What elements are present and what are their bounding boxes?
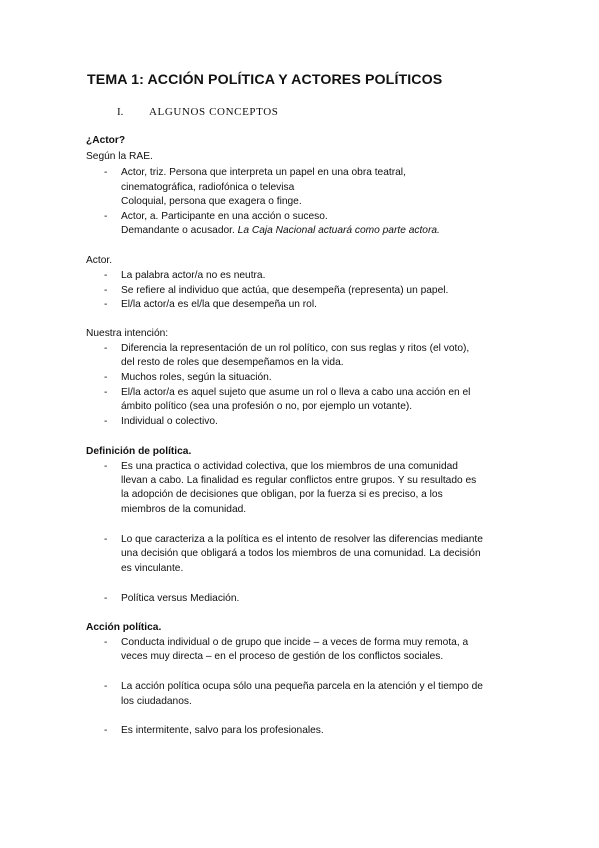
list-item-text: El/la actor/a es aquel sujeto que asume un rol o lleva a cabo una acción en el <box>121 387 471 398</box>
list-item-text: Política versus Mediación. <box>121 593 240 604</box>
bullet-dash: - <box>104 387 108 398</box>
list-item-text: una decisión que obligará a todos los miembros de una comunidad. La decisión <box>121 548 481 559</box>
list-item-text: la adopción de decisiones que obligan, por la fuerza si es preciso, a los <box>121 489 443 500</box>
list-item-text: veces muy directa – en el proceso de gestión de los conflictos sociales. <box>121 651 444 662</box>
list-item-text: Muchos roles, según la situación. <box>121 372 272 383</box>
bullet-dash: - <box>104 725 108 736</box>
list-item-text: El/la actor/a es el/la que desempeña un rol. <box>121 299 317 310</box>
bullet-dash: - <box>104 285 108 296</box>
list-item-text: miembros de la comunidad. <box>121 504 247 515</box>
list-item-text: cinematográfica, radiofónica o televisa <box>121 182 295 193</box>
list-item-text: Se refiere al individuo que actúa, que desempeña (representa) un papel. <box>121 285 449 296</box>
list-item-text: Actor, a. Participante en una acción o suceso. <box>121 211 328 222</box>
bullet-dash: - <box>104 416 108 427</box>
politics-definition-heading: Definición de política. <box>86 446 192 457</box>
list-item-text: La palabra actor/a no es neutra. <box>121 270 266 281</box>
bullet-dash: - <box>104 343 108 354</box>
bullet-dash: - <box>104 270 108 281</box>
bullet-dash: - <box>104 637 108 648</box>
bullet-dash: - <box>104 372 108 383</box>
list-item-text: es vinculante. <box>121 563 184 574</box>
section-name: ALGUNOS CONCEPTOS <box>149 106 279 118</box>
bullet-dash: - <box>104 681 108 692</box>
bullet-dash: - <box>104 593 108 604</box>
list-item-text: Individual o colectivo. <box>121 416 218 427</box>
intention-heading: Nuestra intención: <box>86 328 169 339</box>
actor-question-heading: ¿Actor? <box>86 135 126 146</box>
example-plain: Demandante o acusador. <box>121 225 238 236</box>
list-item-text: Actor, triz. Persona que interpreta un papel en una obra teatral, <box>121 167 406 178</box>
list-item-text: Es una practica o actividad colectiva, que los miembros de una comunidad <box>121 461 458 472</box>
bullet-dash: - <box>104 534 108 545</box>
list-item-text: Es intermitente, salvo para los profesionales. <box>121 725 324 736</box>
actor-heading: Actor. <box>86 255 113 266</box>
political-action-heading: Acción política. <box>86 622 162 633</box>
section-heading <box>117 106 279 118</box>
list-item-text: Lo que caracteriza a la política es el intento de resolver las diferencias mediante <box>121 534 483 545</box>
section-number: I. <box>117 106 124 118</box>
list-item-text: La acción política ocupa sólo una pequeña parcela en la atención y el tiempo de <box>121 681 483 692</box>
list-item-text: Conducta individual o de grupo que incide – a veces de forma muy remota, a <box>121 637 469 648</box>
list-item-text <box>121 224 440 237</box>
bullet-dash: - <box>104 211 108 222</box>
list-item-text: los ciudadanos. <box>121 696 192 707</box>
rae-intro: Según la RAE. <box>86 151 153 162</box>
bullet-dash: - <box>104 299 108 310</box>
list-item-text: llevan a cabo. La finalidad es regular conflictos entre grupos. Y su resultado es <box>121 475 477 486</box>
bullet-dash: - <box>104 167 108 178</box>
list-item-text: Coloquial, persona que exagera o finge. <box>121 196 302 207</box>
bullet-dash: - <box>104 461 108 472</box>
example-italic: La Caja Nacional actuará como parte actora. <box>237 225 440 236</box>
list-item-text: del resto de roles que desempeñamos en la vida. <box>121 357 344 368</box>
list-item-text: ámbito político (sea una profesión o no, por ejemplo un votante). <box>121 401 413 412</box>
list-item-text: Diferencia la representación de un rol político, con sus reglas y ritos (el voto), <box>121 343 470 354</box>
document-title: TEMA 1: ACCIÓN POLÍTICA Y ACTORES POLÍTICOS <box>87 72 443 88</box>
